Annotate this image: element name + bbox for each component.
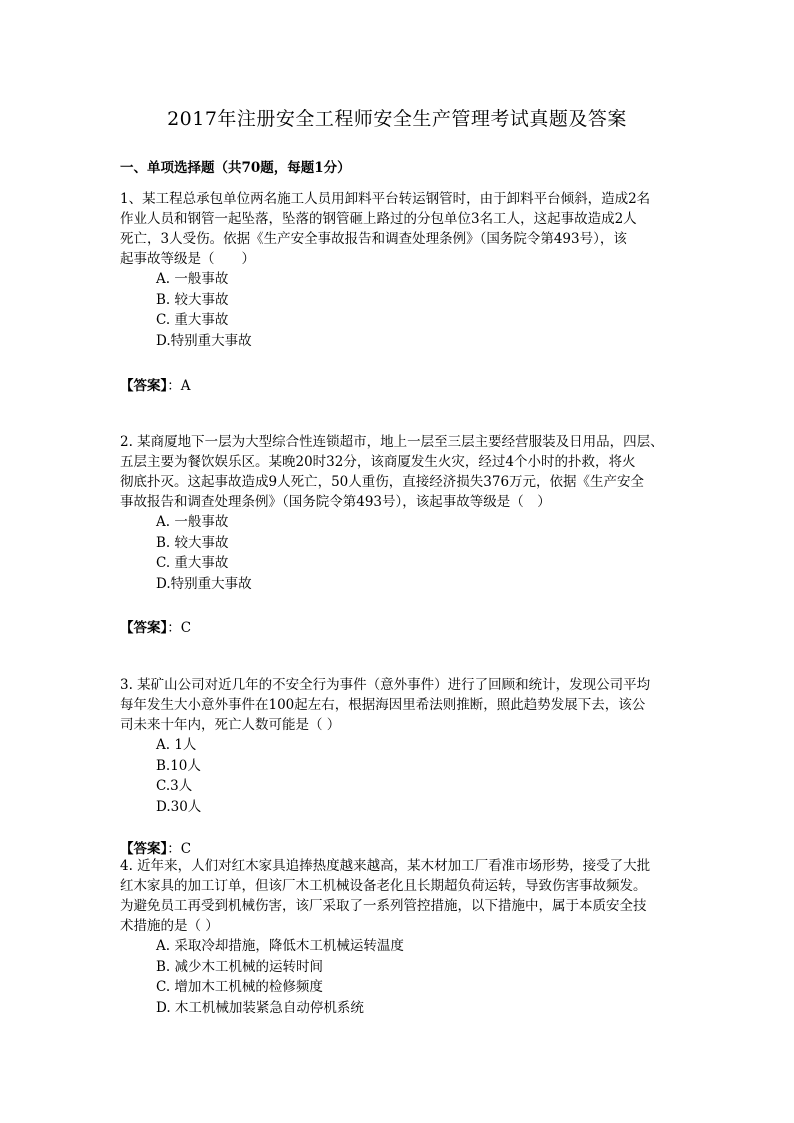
options-list	[120, 735, 680, 817]
answer-value: ：C	[167, 841, 192, 857]
question-text-line: 司未来十年内，死亡人数可能是（ ）	[120, 717, 341, 733]
option-b: B.10人	[156, 757, 201, 774]
section-heading: 一、单项选择题（共70题，每题1分）	[120, 160, 351, 176]
page-title: 2017年注册安全工程师安全生产管理考试真题及答案	[167, 108, 627, 130]
options-list	[120, 512, 680, 594]
option-d: D.特别重大事故	[156, 575, 252, 592]
option-a: A. 一般事故	[156, 514, 229, 530]
option-c: C. 重大事故	[156, 555, 229, 571]
option-c: C. 重大事故	[156, 312, 229, 328]
answer-value: ：C	[167, 620, 192, 636]
options-list	[120, 936, 680, 1018]
options-list	[120, 269, 680, 351]
question-text-line: 死亡，3人受伤。依据《生产安全事故报告和调查处理条例》（国务院令第493号），该	[120, 231, 627, 247]
question-text-line: 为避免员工再受到机械伤害，该厂采取了一系列管控措施，以下措施中，属于本质安全技	[120, 898, 647, 914]
question-text-line: 1、某工程总承包单位两名施工人员用卸料平台转运钢管时，由于卸料平台倾斜，造成2名	[120, 191, 651, 207]
answer-label: 【答案】	[120, 841, 168, 857]
answer-1	[120, 374, 191, 394]
option-c: C.3人	[156, 778, 193, 794]
question-1	[120, 189, 680, 351]
answer-value: ：A	[167, 378, 191, 394]
question-text-line: 五层主要为餐饮娱乐区。某晚20时32分，该商厦发生火灾，经过4个小时的扑救，将火	[120, 454, 636, 470]
answer-label: 【答案】	[120, 378, 168, 394]
option-b: B. 较大事故	[156, 291, 229, 308]
question-2	[120, 432, 680, 594]
question-3	[120, 675, 680, 817]
answer-3	[120, 837, 191, 857]
answer-2	[120, 616, 191, 636]
question-text-line: 彻底扑灭。这起事故造成9人死亡，50人重伤，直接经济损失376万元，依据《生产安全	[120, 474, 645, 490]
option-d: D.30人	[156, 798, 202, 815]
option-d: D.特别重大事故	[156, 332, 252, 349]
question-text-line: 红木家具的加工订单，但该厂木工机械设备老化且长期超负荷运转，导致伤害事故频发。	[120, 878, 647, 894]
question-text-line: 4. 近年来，人们对红木家具追捧热度越来越高，某木材加工厂看准市场形势，接受了大批	[120, 858, 651, 874]
question-text-line: 每年发生大小意外事件在100起左右，根据海因里希法则推断，照此趋势发展下去，该公	[120, 697, 646, 713]
question-4	[120, 856, 680, 1018]
question-text-line: 起事故等级是（ ）	[120, 251, 255, 267]
option-c: C. 增加木工机械的检修频度	[156, 979, 323, 995]
question-text-line: 事故报告和调查处理条例》（国务院令第493号），该起事故等级是（ ）	[120, 494, 551, 510]
option-a: A. 1人	[156, 737, 197, 753]
question-text-line: 术措施的是（ ）	[120, 918, 219, 934]
option-d: D. 木工机械加装紧急自动停机系统	[156, 999, 364, 1016]
option-a: A. 采取冷却措施，降低木工机械运转温度	[156, 938, 404, 954]
question-text-line: 作业人员和钢管一起坠落，坠落的钢管砸上路过的分包单位3名工人，这起事故造成2人	[120, 211, 637, 227]
option-a: A. 一般事故	[156, 271, 229, 287]
option-b: B. 减少木工机械的运转时间	[156, 958, 324, 975]
question-text-line: 2. 某商厦地下一层为大型综合性连锁超市，地上一层至三层主要经营服装及日用品，四层、	[120, 434, 664, 450]
question-text-line: 3. 某矿山公司对近几年的不安全行为事件（意外事件）进行了回顾和统计，发现公司平均	[120, 677, 651, 693]
option-b: B. 较大事故	[156, 534, 229, 551]
answer-label: 【答案】	[120, 620, 168, 636]
